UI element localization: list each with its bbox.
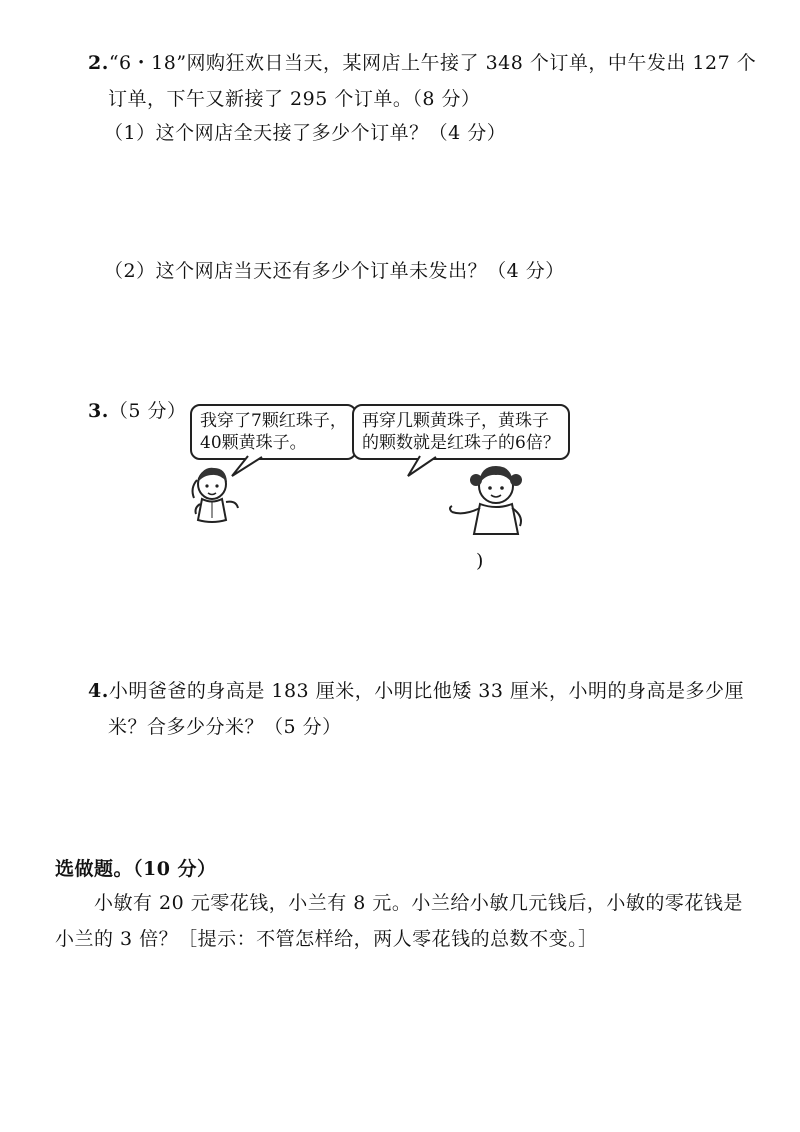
q4-number: 4. — [88, 680, 109, 702]
bubble-right-line-2: 的颗数就是红珠子的6倍？ — [362, 433, 560, 453]
optional-line-1: 小敏有 20 元零花钱，小兰有 8 元。小兰给小敏几元钱后，小敏的零花钱是 — [94, 892, 743, 914]
bubble-right-line-1: 再穿几颗黄珠子，黄珠子 — [362, 411, 549, 431]
q2-text-1: “6・18”网购狂欢日当天，某网店上午接了 348 个订单，中午发出 127 个 — [108, 52, 757, 74]
q4-text-1: 小明爸爸的身高是 183 厘米，小明比他矮 33 厘米，小明的身高是多少厘 — [108, 680, 744, 702]
bubble-left-line-2: 40颗黄珠子。 — [200, 433, 307, 453]
q3-number: 3. — [88, 400, 109, 422]
q2-line-2: 订单，下午又新接了 295 个订单。（8 分） — [108, 88, 481, 110]
optional-heading: 选做题。（10 分） — [55, 858, 217, 880]
q4-line-2: 米？合多少分米？（5 分） — [108, 716, 342, 738]
q3-answer-paren: ) — [476, 550, 484, 572]
q2-number: 2. — [88, 52, 109, 74]
q2-sub-question-2: （2）这个网店当天还有多少个订单未发出？（4 分） — [104, 260, 565, 282]
q2-sub-question-1: （1）这个网店全天接了多少个订单？（4 分） — [104, 122, 507, 144]
bubble-left-line-1: 我穿了7颗红珠子， — [200, 411, 347, 431]
optional-line-2: 小兰的 3 倍？［提示：不管怎样给，两人零花钱的总数不变。］ — [55, 928, 598, 950]
girl-right-illustration — [444, 460, 534, 540]
q3-score: （5 分） — [108, 400, 187, 422]
girl-left-illustration — [180, 462, 250, 532]
q4-line-1 — [88, 678, 744, 704]
